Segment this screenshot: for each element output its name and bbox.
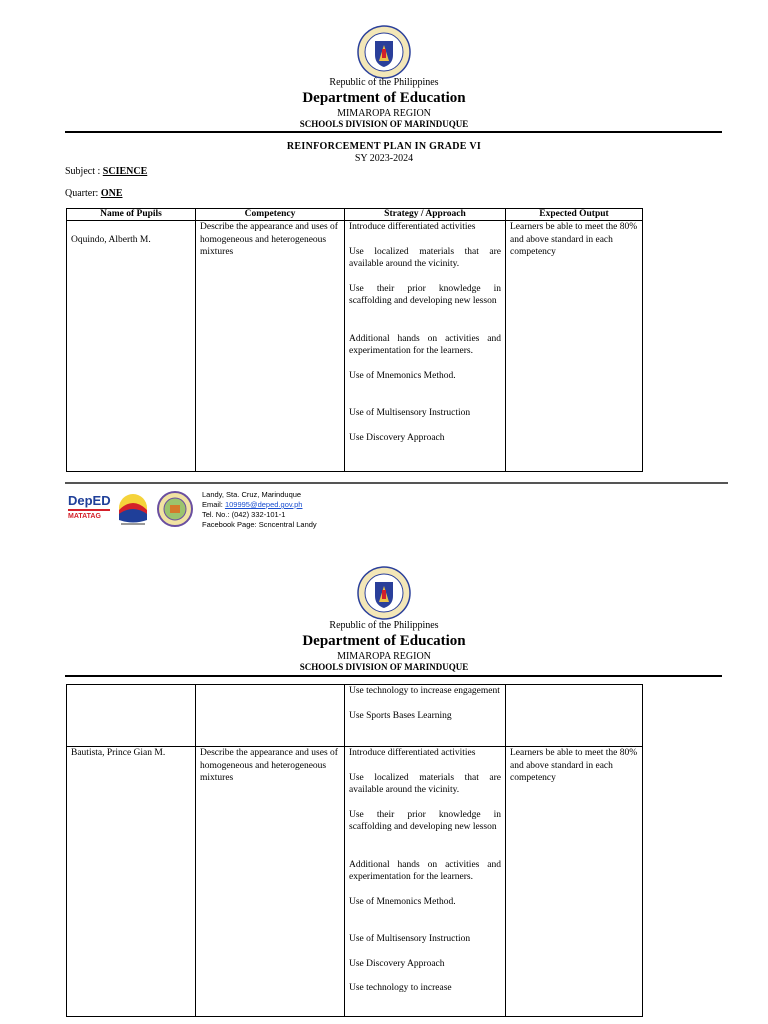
strategy-cell (345, 747, 506, 1017)
strategy-item: Use their prior knowledge in scaffolding and developing new lesson (349, 809, 501, 832)
header-rule (65, 131, 722, 133)
expected-output-cell: Learners be able to meet the 80% and above standard in each competency (506, 747, 643, 1017)
quarter-label: Quarter: (65, 188, 99, 199)
header-expected-output: Expected Output (506, 209, 643, 221)
subject-field (65, 166, 147, 177)
header-strategy: Strategy / Approach (345, 209, 506, 221)
deped-matatag-logo (68, 493, 110, 527)
pupil-name-cell (67, 685, 196, 747)
strategy-item: Use of Multisensory Instruction (349, 934, 471, 944)
region-label: MIMAROPA REGION (337, 651, 431, 662)
footer-tel: Tel. No.: (042) 332-101-1 (202, 510, 286, 519)
header-competency: Competency (196, 209, 345, 221)
strategy-item: Use technology to increase (349, 983, 452, 993)
strategy-item: Use of Mnemonics Method. (349, 370, 456, 381)
strategy-cell (345, 221, 506, 472)
quarter-value: ONE (100, 188, 123, 199)
school-year: SY 2023-2024 (354, 153, 414, 164)
strategy-cell (345, 685, 506, 747)
strategy-item: Introduce differentiated activities (349, 748, 476, 758)
competency-cell: Describe the appearance and uses of homogeneous and heterogeneous mixtures (196, 221, 345, 472)
table-row (67, 747, 643, 1017)
footer-email-label: Email: (202, 500, 223, 509)
department-title: Department of Education (302, 633, 466, 649)
strategy-item: Use Discovery Approach (349, 958, 445, 969)
expected-output-cell (506, 685, 643, 747)
pupil-name-cell: Bautista, Prince Gian M. (67, 747, 196, 1017)
reinforcement-table-page-2 (66, 684, 643, 1017)
strategy-item: Use their prior knowledge in scaffolding and developing new lesson (349, 283, 501, 306)
strategy-item: Use Discovery Approach (349, 432, 445, 443)
footer-email-line (202, 500, 317, 510)
competency-cell (196, 685, 345, 747)
pupil-name: Oquindo, Alberth M. (71, 235, 151, 245)
strategy-item: Use of Mnemonics Method. (349, 896, 456, 907)
strategy-item: Use localized materials that are available around the vicinity. (349, 246, 501, 269)
strategy-item: Use technology to increase engagement (349, 686, 500, 696)
region-label: MIMAROPA REGION (337, 108, 431, 119)
bagong-pilipinas-logo-icon (114, 492, 152, 528)
header-name-of-pupils: Name of Pupils (67, 209, 196, 221)
table-header-row (67, 209, 643, 221)
table-row (67, 221, 643, 472)
footer-facebook: Facebook Page: Scncentral Landy (202, 520, 317, 529)
quarter-field (65, 188, 123, 199)
strategy-item: Additional hands on activities and experimentation for the learners. (349, 333, 501, 356)
strategy-item: Use localized materials that are available around the vicinity. (349, 772, 501, 795)
department-title: Department of Education (302, 90, 466, 106)
school-seal-icon (156, 490, 194, 528)
subject-label: Subject : (65, 166, 101, 177)
strategy-item: Use of Multisensory Instruction (349, 408, 471, 418)
republic-label: Republic of the Philippines (329, 77, 439, 88)
matatag-text: MATATAG (68, 513, 101, 520)
deped-seal-icon (357, 25, 411, 79)
division-label: SCHOOLS DIVISION OF MARINDUQUE (299, 662, 469, 672)
division-label: SCHOOLS DIVISION OF MARINDUQUE (299, 119, 469, 129)
pupil-name-cell (67, 221, 196, 472)
footer-email-link[interactable]: 109995@deped.gov.ph (224, 500, 303, 509)
competency-cell: Describe the appearance and uses of homogeneous and heterogeneous mixtures (196, 747, 345, 1017)
strategy-item: Use Sports Bases Learning (349, 710, 452, 721)
footer-address: Landy, Sta. Cruz, Marinduque (202, 490, 302, 499)
republic-label: Republic of the Philippines (329, 620, 439, 631)
footer-contact (202, 490, 317, 530)
deped-logo-text: DepED (68, 493, 111, 508)
reinforcement-table-page-1 (66, 208, 643, 472)
strategy-item: Additional hands on activities and experimentation for the learners. (349, 859, 501, 882)
subject-value: SCIENCE (102, 166, 148, 177)
header-rule (65, 675, 722, 677)
strategy-item: Introduce differentiated activities (349, 222, 476, 232)
plan-title: REINFORCEMENT PLAN IN GRADE VI (286, 141, 482, 152)
footer-rule (65, 482, 728, 484)
deped-seal-icon (357, 566, 411, 620)
table-row (67, 685, 643, 747)
expected-output-cell: Learners be able to meet the 80% and above standard in each competency (506, 221, 643, 472)
